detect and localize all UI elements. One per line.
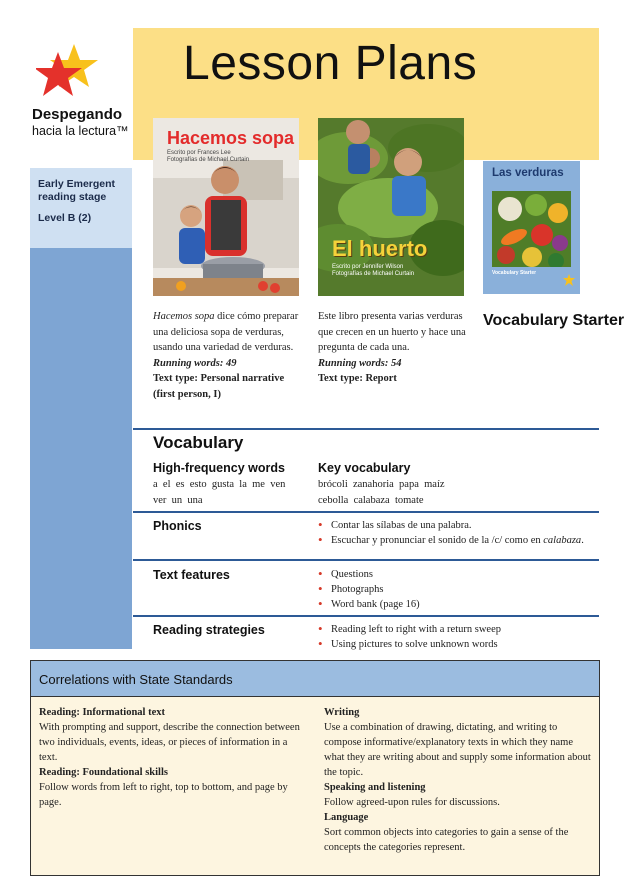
cover-title: Hacemos sopa <box>167 128 295 148</box>
standard-body: With prompting and support, describe the connection between two individuals, events, ideas, or pieces of information in a text. <box>39 722 300 763</box>
reading-strategies-list <box>318 622 501 652</box>
running-words: Running words: 54 <box>318 357 402 369</box>
key-vocabulary-heading: Key vocabulary <box>318 461 411 475</box>
book-description-el-huerto <box>318 309 468 387</box>
standard-body: Sort common objects into categories to gain a sense of the concepts the categories represent. <box>324 827 569 853</box>
cover-title: El huerto <box>332 236 428 261</box>
standard-heading: Speaking and listening <box>324 782 426 793</box>
key-words-line: brócoli zanahoria papa maíz <box>318 479 445 490</box>
vegetables-illustration <box>492 191 571 267</box>
standard-heading: Language <box>324 812 369 823</box>
list-item: • Reading left to right with a return sweep <box>318 622 501 637</box>
standard-body: Use a combination of drawing, dictating, and writing to compose informative/explanatory texts in which they name what they are writing about and supply some information about the topic. <box>324 722 591 778</box>
cover-subtitle: Vocabulary Starter <box>492 270 537 276</box>
book-cover-el-huerto <box>318 118 464 296</box>
mini-star-logo-icon <box>563 274 575 286</box>
section-divider <box>133 559 599 561</box>
correlations-left-column <box>39 705 307 810</box>
page-title: Lesson Plans <box>183 37 478 90</box>
text-features-heading: Text features <box>153 568 230 582</box>
hf-words-line: a el es esto gusta la me ven <box>153 479 286 490</box>
standard-heading: Writing <box>324 707 360 718</box>
book-title-inline: Hacemos sopa <box>153 311 215 322</box>
high-frequency-words <box>153 477 285 508</box>
description-body: Este libro presenta varias verduras que crecen en un huerto y hace una pregunta de cada una. <box>318 311 466 353</box>
vocabulary-starter-label: Vocabulary Starter <box>483 312 625 329</box>
reading-level: Level B (2) <box>38 212 92 224</box>
cover-photo-credit: Fotografías de Michael Curtain <box>167 157 250 163</box>
phonics-list <box>318 518 584 548</box>
vegetables-photo <box>492 191 571 267</box>
logo-tagline: hacia la lectura™ <box>32 124 129 138</box>
cover-title: Las verduras <box>492 167 564 179</box>
list-item: • Contar las sílabas de una palabra. <box>318 518 584 533</box>
reading-strategies-heading: Reading strategies <box>153 623 265 637</box>
logo-brand: Despegando <box>32 106 123 123</box>
list-item: • Word bank (page 16) <box>318 597 420 612</box>
cover-credits <box>332 264 414 278</box>
text-features-list <box>318 567 420 612</box>
sidebar-info <box>30 168 132 248</box>
section-divider <box>133 615 599 617</box>
text-type: Text type: Report <box>318 373 397 384</box>
description-body: dice cómo preparar una deliciosa sopa de verduras, usando una variedad de verduras. <box>153 311 299 353</box>
cover-credits <box>167 150 249 164</box>
key-words-line: cebolla calabaza tomate <box>318 494 424 506</box>
list-item: • Questions <box>318 567 420 582</box>
correlations-header <box>31 661 599 697</box>
hf-words-line: ver un una <box>153 494 203 506</box>
running-words: Running words: 49 <box>153 357 237 369</box>
standard-body: Follow words from left to right, top to bottom, and page by page. <box>39 782 288 808</box>
cover-byline: Escrito por Frances Lee <box>167 150 231 156</box>
section-divider <box>133 511 599 513</box>
cover-photo-credit: Fotografías de Michael Curtain <box>332 271 415 277</box>
section-divider <box>133 428 599 430</box>
standard-heading: Reading: Informational text <box>39 707 165 718</box>
standard-heading: Reading: Foundational skills <box>39 767 168 778</box>
reading-stage: Early Emergent reading stage <box>38 178 116 203</box>
correlations-title: Correlations with State Standards <box>39 672 233 687</box>
star-logo-icon <box>36 42 106 104</box>
text-type: Text type: Personal narrative (first person, I) <box>153 373 285 400</box>
cover-byline: Escrito por Jennifer Wilson <box>332 264 404 270</box>
correlations-box <box>30 660 600 876</box>
key-vocabulary-words <box>318 477 445 508</box>
book-cover-las-verduras <box>483 161 580 294</box>
high-frequency-heading: High-frequency words <box>153 461 285 475</box>
list-item: • Escuchar y pronunciar el sonido de la /c/ como en calabaza. <box>318 533 584 548</box>
standard-body: Follow agreed-upon rules for discussions. <box>324 797 500 808</box>
description-text <box>153 309 308 356</box>
vocabulary-heading: Vocabulary <box>153 433 244 452</box>
book-cover-hacemos-sopa <box>153 118 299 296</box>
correlations-right-column <box>324 705 594 855</box>
phonics-heading: Phonics <box>153 519 202 533</box>
list-item: • Using pictures to solve unknown words <box>318 637 501 652</box>
book-description-hacemos-sopa <box>153 309 308 402</box>
list-item: • Photographs <box>318 582 420 597</box>
